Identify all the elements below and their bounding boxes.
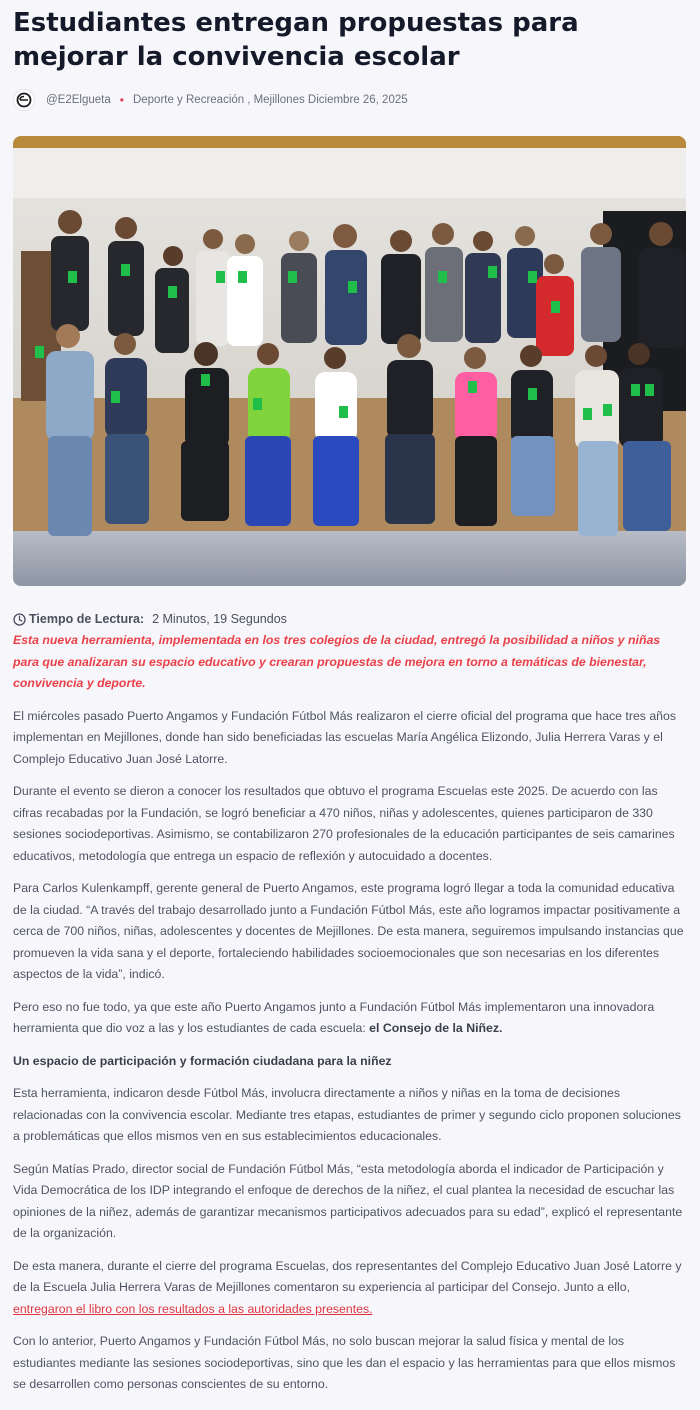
reading-time-value: 2 Minutos, 19 Segundos (152, 612, 287, 626)
group-photo-icon (13, 136, 686, 586)
article-lede: Esta nueva herramienta, implementada en los tres colegios de la ciudad, entregó la posibilidad a niños y niñas para que analizaran su espacio educativo y crearan propuestas de mejora en torno a temáticas de bienestar, convivencia y deporte. (13, 633, 661, 690)
author-logo-icon[interactable] (13, 89, 35, 111)
paragraph: El miércoles pasado Puerto Angamos y Fundación Fútbol Más realizaron el cierre oficial del programa que hace tres años implementan en Mejillones, donde han sido beneficiadas las escuelas María Angélica Elizondo, Julia Herrera Varas y el Complejo Educativo Juan José Latorre. (13, 708, 677, 766)
meta-separator: • (119, 93, 124, 107)
article-meta (13, 89, 408, 111)
paragraph: Según Matías Prado, director social de Fundación Fútbol Más, “esta metodología aborda el indicador de Participación y Vida Democrática de los IDP integrando el enfoque de derechos de la niñez, el cual plantea la necesidad de escuchar las opiniones de la niñez, además de garantizar mecanismos participativos adecuados para su edad”, explicó el representante de la organización. (13, 1161, 683, 1240)
paragraph: Con lo anterior, Puerto Angamos y Fundación Fútbol Más, no solo buscan mejorar la salud física y mental de los estudiantes mediante las sesiones sociodeportivas, sino que les dan el espacio y las herramientas para que ellos mismos se desarrollen como personas conscientes de su entorno. (13, 1334, 676, 1391)
paragraph-text: Pero eso no fue todo, ya que este año Puerto Angamos junto a Fundación Fútbol Más implementaron una innovadora herramienta que dio voz a las y los estudiantes de cada escuela: (13, 999, 655, 1035)
results-book-link[interactable]: entregaron el libro con los resultados a las autoridades presentes. (13, 1301, 373, 1316)
paragraph (13, 1256, 687, 1321)
article-body (13, 630, 687, 1407)
paragraph: Esta herramienta, indicaron desde Fútbol Más, involucra directamente a niños y niñas en la toma de decisiones relacionadas con la convivencia escolar. Mediante tres etapas, estudiantes de primer y segundo ciclo proponen soluciones a problemáticas que ellos mismos ven en sus establecimientos educacionales. (13, 1086, 681, 1143)
article-title: Estudiantes entregan propuestas para mejorar la convivencia escolar (13, 8, 579, 72)
paragraph: Para Carlos Kulenkampff, gerente general de Puerto Angamos, este programa logró llegar a toda la comunidad educativa de la ciudad. “A través del trabajo desarrollado junto a Fundación Fútbol Más, este año logramos impactar positivamente a cerca de 700 niños, niñas, adolescentes y docentes de Mejillones. De esta manera, seguiremos impulsando instancias que promueven la vida sana y el deporte, fortaleciendo habilidades socioemocionales que son necesarias en los diferentes aspectos de la vida”, indicó. (13, 881, 684, 981)
location-date: , Mejillones Diciembre 26, 2025 (247, 94, 408, 106)
reading-time-label: Tiempo de Lectura: (29, 612, 145, 626)
clock-icon (13, 613, 26, 626)
paragraph-text: De esta manera, durante el cierre del programa Escuelas, dos representantes del Complejo Educativo Juan José Latorre y de la Escuela Julia Herrera Varas de Mejillones comentaron su experiencia al participar del Consejo. Junto a ello, (13, 1258, 682, 1294)
paragraph-bold-text: el Consejo de la Niñez. (369, 1021, 503, 1035)
reading-time (13, 612, 287, 626)
paragraph: Durante el evento se dieron a conocer los resultados que obtuvo el programa Escuelas este 2025. De acuerdo con las cifras recabadas por la Fundación, se logró beneficiar a 470 niños, niñas y adolescentes, quienes participaron de 330 sesiones sociodeportivas. Asimismo, se contabilizaron 270 profesionales de la educación participantes de seis camarines educativos, metodología que entrega un espacio de reflexión y autocuidado a docentes. (13, 784, 675, 863)
author-link[interactable]: @E2Elgueta (46, 94, 111, 106)
article-photo (13, 136, 686, 586)
article-subheading: Un espacio de participación y formación ciudadana para la niñez (13, 1053, 392, 1068)
paragraph (13, 997, 687, 1040)
category-link[interactable]: Deporte y Recreación (132, 94, 245, 106)
